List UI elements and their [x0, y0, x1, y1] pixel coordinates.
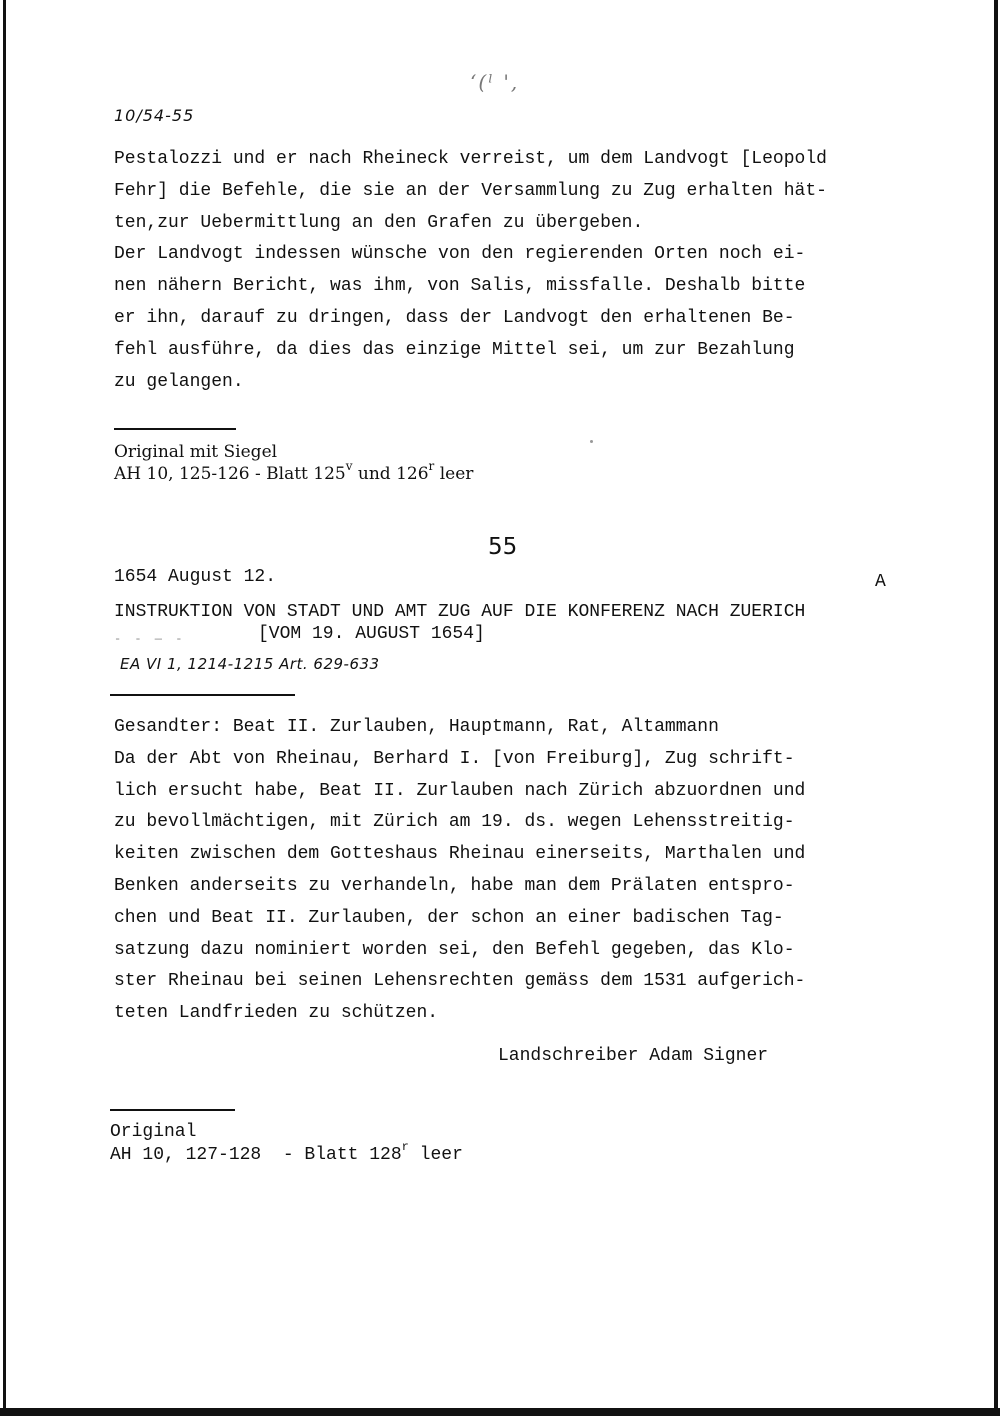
scan-border-right [994, 0, 998, 1416]
doc54-text-line: fehl ausführe, da dies das einzige Mittel sei, um zur Bezahlung [114, 339, 795, 360]
document-title-line-2: [VOM 19. AUGUST 1654] [258, 624, 485, 644]
document-55-body [114, 712, 805, 1030]
archive-ref-mid: und 126 [352, 464, 429, 484]
doc55-text-line: Da der Abt von Rheinau, Berhard I. [von Freiburg], Zug schrift- [114, 748, 795, 769]
archive-ref-suffix-55: leer [408, 1145, 463, 1165]
source-archive-55 [110, 1140, 463, 1165]
recto-mark-55: r [401, 1140, 409, 1154]
recto-mark: r [428, 459, 435, 473]
doc54-text-line: Der Landvogt indessen wünsche von den regierenden Orten noch ei- [114, 244, 806, 265]
doc55-text-line: keiten zwischen dem Gotteshaus Rheinau einerseits, Marthalen und [114, 844, 806, 865]
scan-speck [590, 440, 593, 443]
ea-reference: EA VI 1, 1214-1215 Art. 629-633 [120, 655, 380, 673]
doc55-text-line: teten Landfrieden zu schützen. [114, 1003, 439, 1024]
doc55-text-line: satzung dazu nominiert worden sei, den Befehl gegeben, das Klo- [114, 939, 795, 960]
doc55-text-line: lich ersucht habe, Beat II. Zurlauben nach Zürich abzuordnen und [114, 780, 806, 801]
source-original-55: Original [110, 1122, 197, 1142]
doc55-text-line: chen und Beat II. Zurlauben, der schon an einer badischen Tag- [114, 907, 784, 928]
doc55-text-line: ster Rheinau bei seinen Lehensrechten gemäss dem 1531 aufgerich- [114, 971, 806, 992]
archive-ref-suffix: leer [434, 464, 474, 484]
page-header-reference: 10/54-55 [114, 106, 195, 125]
signature: Landschreiber Adam Signer [498, 1046, 769, 1066]
document-type-letter: A [875, 572, 886, 592]
doc54-text-line: ten,zur Uebermittlung an den Grafen zu übergeben. [114, 212, 644, 233]
handwritten-mark: ‘(ˡ ', [470, 70, 520, 94]
document-54-continuation [114, 144, 827, 398]
doc54-text-line: nen nähern Bericht, was ihm, von Salis, missfalle. Deshalb bitte [114, 276, 806, 297]
verso-mark: v [345, 459, 353, 473]
doc54-text-line: er ihn, darauf zu dringen, dass der Landvogt den erhaltenen Be- [114, 307, 795, 328]
scan-border-bottom [0, 1408, 1000, 1416]
archive-ref-text-55: AH 10, 127-128 - Blatt 128 [110, 1145, 402, 1165]
archive-ref-text: AH 10, 125-126 - Blatt 125 [114, 464, 346, 484]
footnote-rule-55 [110, 1109, 235, 1111]
doc54-text-line: Pestalozzi und er nach Rheineck verreist, um dem Landvogt [Leopold [114, 149, 827, 169]
source-original-54: Original mit Siegel [114, 442, 278, 462]
doc55-text-line: Benken anderseits zu verhandeln, habe man dem Prälaten entspro- [114, 875, 795, 896]
doc55-text-line: Gesandter: Beat II. Zurlauben, Hauptmann, Rat, Altammann [114, 717, 719, 737]
section-rule-55 [110, 694, 295, 696]
document-title-line-1: INSTRUKTION VON STADT UND AMT ZUG AUF DIE KONFERENZ NACH ZUERICH [114, 602, 806, 622]
doc55-text-line: zu bevollmächtigen, mit Zürich am 19. ds. wegen Lehensstreitig- [114, 812, 795, 833]
document-number: 55 [488, 534, 518, 560]
underline-dashes: - - — - [114, 632, 186, 646]
doc54-text-line: zu gelangen. [114, 371, 244, 392]
doc54-text-line: Fehr] die Befehle, die sie an der Versammlung zu Zug erhalten hät- [114, 180, 827, 201]
source-archive-54 [114, 459, 474, 487]
scan-border-left [3, 0, 6, 1416]
footnote-rule-54 [114, 428, 236, 430]
document-date: 1654 August 12. [114, 567, 277, 587]
